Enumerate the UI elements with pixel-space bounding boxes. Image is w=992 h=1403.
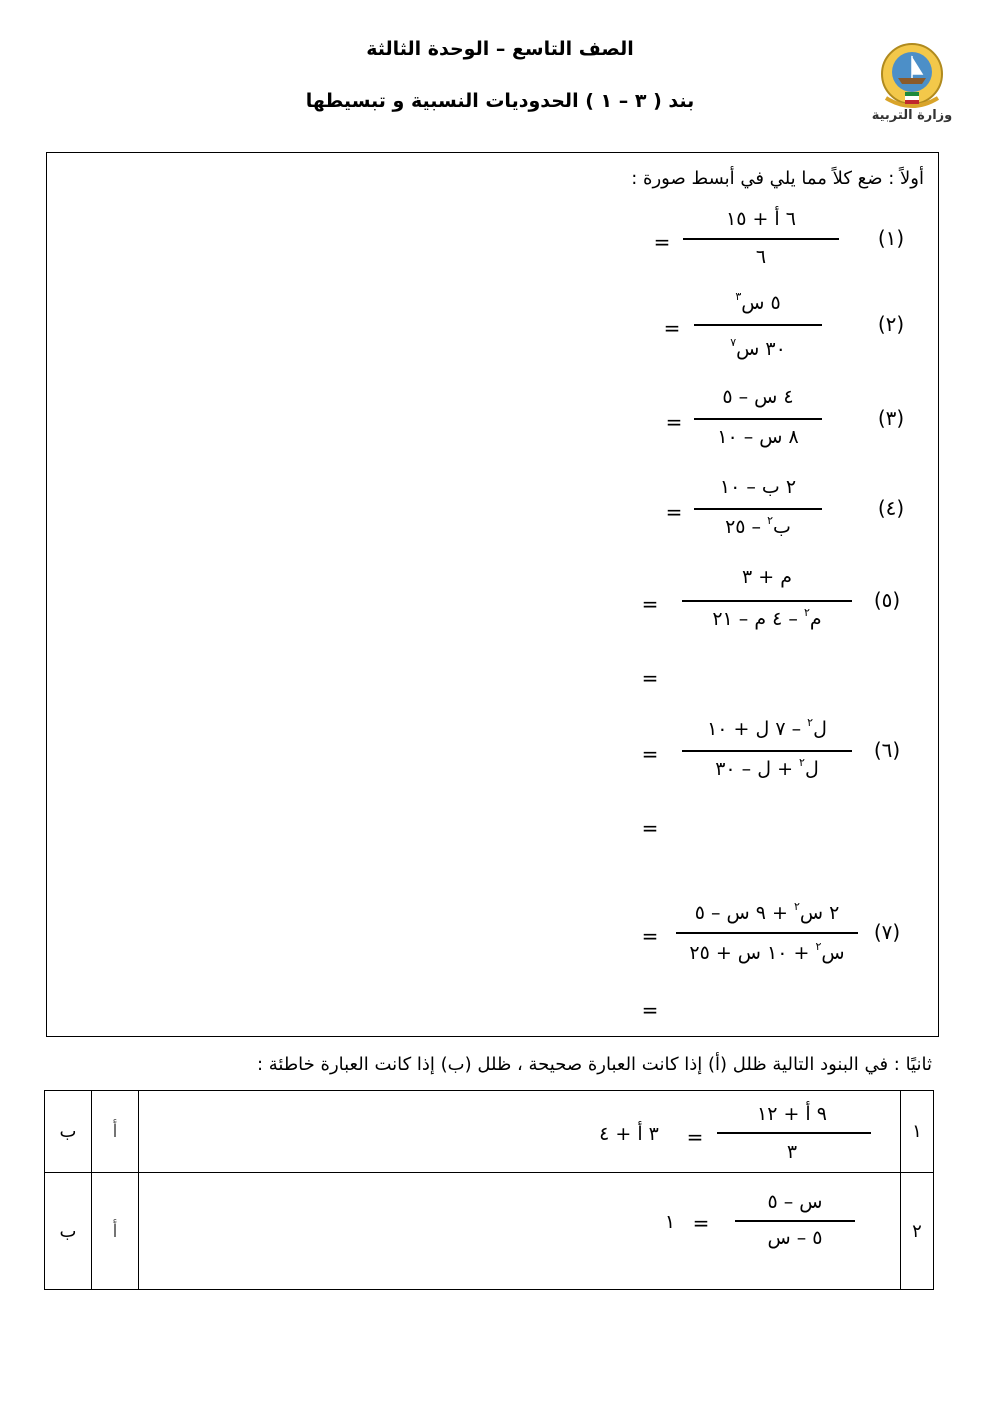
item-4-denominator-exponent: ٢: [767, 514, 774, 527]
statement-1: [139, 1091, 901, 1173]
item-7-denominator: [678, 940, 856, 964]
ministry-name: وزارة التربية: [871, 108, 953, 123]
statement-1-numerator: ٩ أ + ١٢: [757, 1103, 827, 1125]
item-6-denominator: [684, 756, 850, 780]
item-7-denominator-var: س: [821, 942, 845, 964]
statement-2-rhs: ١: [664, 1211, 676, 1233]
option-a-2[interactable]: أ: [92, 1173, 139, 1290]
item-6-label: (٦): [873, 738, 901, 762]
item-6-numerator-var: ل: [813, 718, 827, 740]
item-4-denominator: [696, 514, 820, 538]
statement-2: [139, 1173, 901, 1290]
statement-2-fraction-bar: [735, 1220, 855, 1222]
item-1-denominator: ٦: [755, 246, 767, 268]
item-5-fraction-bar: [682, 600, 852, 602]
item-3-equals: =: [665, 410, 683, 434]
item-6-denominator-rest: + ل – ٣٠: [715, 758, 800, 780]
item-4-equals: =: [665, 500, 683, 524]
item-4-fraction-bar: [694, 508, 822, 510]
item-2-numerator-base: ٥ س: [741, 292, 781, 314]
statement-1-denominator: ٣: [786, 1141, 798, 1163]
item-2-fraction-bar: [694, 324, 822, 326]
item-4-denominator-var: ب: [773, 516, 791, 538]
item-5-denominator-exponent: ٢: [803, 606, 810, 619]
item-5-equals: =: [641, 592, 659, 616]
item-4-label: (٤): [877, 496, 905, 520]
option-a-1[interactable]: أ: [92, 1091, 139, 1173]
item-7-numerator-exponent: ٢: [793, 900, 800, 913]
item-3-label: (٣): [877, 406, 905, 430]
statement-2-equals: =: [692, 1211, 710, 1235]
item-7-equals: =: [641, 924, 659, 948]
statement-2-denominator: ٥ – س: [767, 1227, 823, 1249]
title-line-1: الصف التاسع – الوحدة الثالثة: [366, 38, 634, 60]
item-6-fraction-bar: [682, 750, 852, 752]
item-5-denominator-rest: – ٤ م – ٢١: [712, 608, 804, 630]
item-2-label: (٢): [877, 312, 905, 336]
item-5-equals-step: =: [641, 666, 659, 690]
item-7-equals-step: =: [641, 998, 659, 1022]
statement-1-fraction-bar: [717, 1132, 871, 1134]
item-1-fraction-bar: [683, 238, 839, 240]
item-7-numerator: [678, 900, 856, 924]
part2-heading: ثانيًا : في البنود التالية ظلل (أ) إذا كانت العبارة صحيحة ، ظلل (ب) إذا كانت العبارة خاطئة :: [256, 1054, 932, 1075]
item-7-numerator-var: ٢ س: [799, 902, 840, 924]
table-row: [45, 1173, 934, 1290]
item-7-denominator-rest: + ١٠ س + ٢٥: [689, 942, 816, 964]
title-line-2: بند ( ٣ – ١ ) الحدوديات النسبية و تبسيطها: [305, 90, 695, 112]
item-3-denominator: ٨ س – ١٠: [717, 426, 799, 448]
item-7-fraction-bar: [676, 932, 858, 934]
item-5-denominator-var: م: [809, 608, 822, 630]
item-2-numerator-exponent: ٣: [735, 290, 742, 303]
item-2-numerator: [696, 290, 820, 314]
true-false-table: [44, 1090, 934, 1290]
item-3-fraction-bar: [694, 418, 822, 420]
item-7-numerator-rest: + ٩ س – ٥: [694, 902, 794, 924]
item-5-numerator: م + ٣: [742, 566, 792, 588]
row-index-1: ١: [901, 1091, 934, 1173]
item-4-numerator: ٢ ب – ١٠: [719, 476, 797, 498]
item-3-numerator: ٤ س – ٥: [722, 386, 794, 408]
item-1-equals: =: [653, 230, 671, 254]
part1-heading: أولاً : ضع كلاً مما يلي في أبسط صورة :: [631, 168, 924, 189]
item-5-denominator: [684, 606, 850, 630]
option-b-1[interactable]: ب: [45, 1091, 92, 1173]
item-6-equals: =: [641, 742, 659, 766]
item-6-denominator-exponent: ٢: [799, 756, 805, 769]
option-b-2[interactable]: ب: [45, 1173, 92, 1290]
statement-2-numerator: س – ٥: [767, 1191, 823, 1213]
table-row: [45, 1091, 934, 1173]
item-2-equals: =: [663, 316, 681, 340]
item-6-denominator-var: ل: [804, 758, 819, 780]
item-2-denominator: [696, 336, 820, 360]
item-2-denominator-exponent: ٧: [730, 336, 737, 349]
item-6-numerator-exponent: ٢: [807, 716, 814, 729]
item-7-label: (٧): [873, 920, 901, 944]
item-6-equals-step: =: [641, 816, 659, 840]
item-2-denominator-base: ٣٠ س: [736, 338, 786, 360]
row-index-2: ٢: [901, 1173, 934, 1290]
statement-1-rhs: ٣ أ + ٤: [599, 1123, 659, 1145]
item-1-label: (١): [877, 226, 905, 250]
statement-1-equals: =: [686, 1125, 704, 1149]
item-1-numerator: ٦ أ + ١٥: [726, 208, 796, 230]
item-5-label: (٥): [873, 588, 901, 612]
item-6-numerator: [684, 716, 850, 740]
item-4-denominator-rest: – ٢٥: [725, 516, 768, 538]
item-7-denominator-exponent: ٢: [815, 940, 822, 953]
item-6-numerator-rest: – ٧ ل + ١٠: [707, 718, 808, 740]
